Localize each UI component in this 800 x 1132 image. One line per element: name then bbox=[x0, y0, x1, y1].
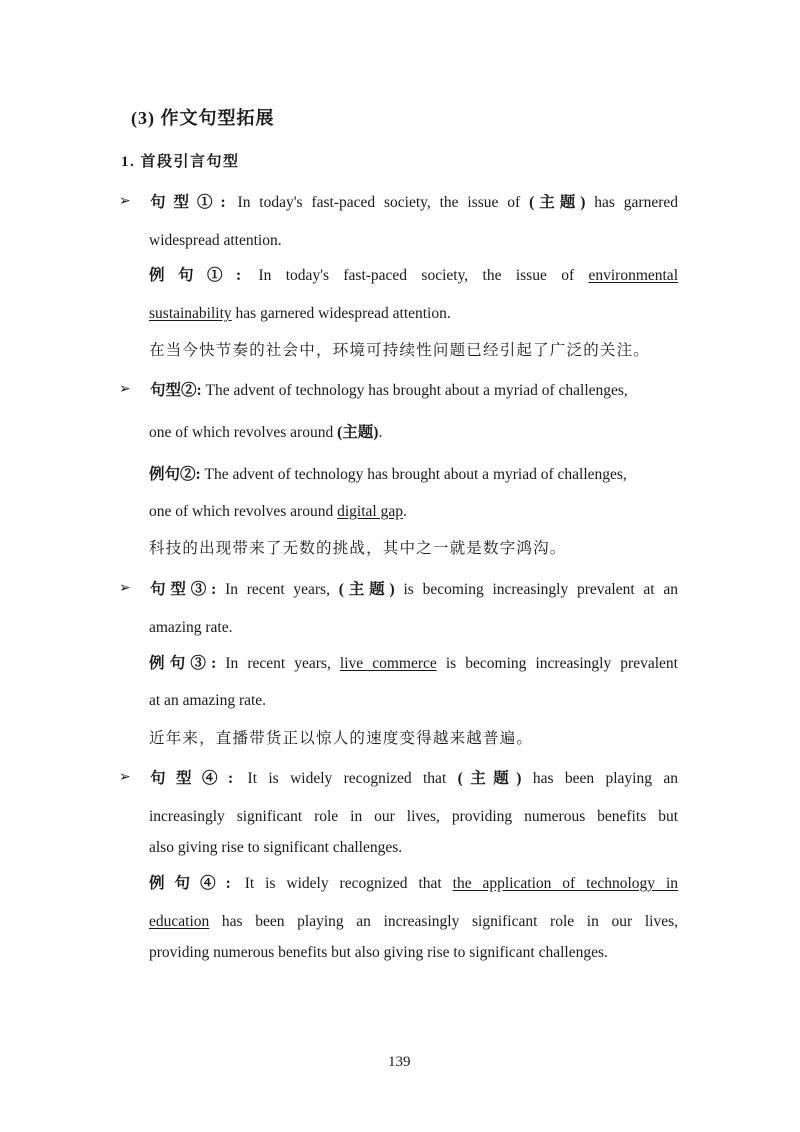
pattern-4-line-3: also giving rise to significant challenges. bbox=[149, 839, 403, 856]
pattern-2-label: 句型②: bbox=[150, 382, 202, 399]
example-topic: education bbox=[149, 913, 210, 930]
example-topic: sustainability bbox=[149, 305, 232, 322]
example-1-translation: 在当今快节奏的社会中，环境可持续性问题已经引起了广泛的关注。 bbox=[149, 342, 651, 359]
bullet-arrow-icon: ➢ bbox=[119, 194, 131, 209]
topic-placeholder: (主题) bbox=[338, 581, 395, 598]
pattern-1-label: 句型①: bbox=[150, 194, 229, 211]
example-3-translation: 近年来，直播带货正以惊人的速度变得越来越普遍。 bbox=[149, 730, 534, 747]
example-3-label: 例句③: bbox=[149, 655, 217, 672]
example-1-line-1: 例句①: In today's fast-paced society, the issue of environmental bbox=[149, 267, 678, 284]
pattern-2-line-1: 句型②: The advent of technology has brought about a myriad of challenges, bbox=[150, 382, 628, 399]
pattern-3-line-1: 句型③: In recent years, (主题) is becoming increasingly prevalent at an bbox=[150, 581, 678, 598]
pattern-1-line-1: 句型①: In today's fast-paced society, the issue of (主题) has garnered bbox=[150, 194, 679, 211]
bullet-arrow-icon: ➢ bbox=[119, 382, 131, 397]
example-3-line-2: at an amazing rate. bbox=[149, 692, 267, 709]
example-4-line-3: providing numerous benefits but also giving rise to significant challenges. bbox=[149, 944, 608, 961]
example-4-label: 例句④: bbox=[149, 875, 234, 892]
example-topic: digital gap bbox=[337, 503, 403, 520]
topic-placeholder: (主题) bbox=[337, 424, 379, 441]
example-2-line-1: 例句②: The advent of technology has brought about a myriad of challenges, bbox=[149, 466, 627, 483]
pattern-4-line-2: increasingly significant role in our lives, providing numerous benefits but bbox=[149, 808, 678, 825]
subsection-title: 1. 首段引言句型 bbox=[121, 154, 240, 170]
topic-placeholder: (主题) bbox=[457, 770, 522, 787]
bullet-arrow-icon: ➢ bbox=[119, 581, 131, 596]
pattern-3-label: 句型③: bbox=[150, 581, 217, 598]
page-number: 139 bbox=[388, 1054, 411, 1070]
example-1-line-2: sustainability has garnered widespread attention. bbox=[149, 305, 451, 322]
topic-placeholder: (主题) bbox=[529, 194, 586, 211]
example-topic: environmental bbox=[588, 267, 678, 284]
example-1-label: 例句①: bbox=[149, 267, 245, 284]
pattern-1-line-2: widespread attention. bbox=[149, 232, 282, 249]
bullet-arrow-icon: ➢ bbox=[119, 770, 131, 785]
example-topic: live commerce bbox=[339, 655, 437, 672]
pattern-4-line-1: 句型④: It is widely recognized that (主题) has been playing an bbox=[150, 770, 678, 787]
example-2-line-2: one of which revolves around digital gap. bbox=[149, 503, 407, 520]
example-4-line-2: education has been playing an increasingly significant role in our lives, bbox=[149, 913, 678, 930]
pattern-2-line-2: one of which revolves around (主题). bbox=[149, 424, 383, 441]
example-topic: the application of technology in bbox=[452, 875, 678, 892]
example-2-label: 例句②: bbox=[149, 466, 201, 483]
example-4-line-1: 例句④: It is widely recognized that the application of technology in bbox=[149, 875, 678, 892]
pattern-4-label: 句型④: bbox=[150, 770, 237, 787]
example-2-translation: 科技的出现带来了无数的挑战，其中之一就是数字鸿沟。 bbox=[149, 540, 567, 557]
pattern-3-line-2: amazing rate. bbox=[149, 619, 233, 636]
example-3-line-1: 例句③: In recent years, live commerce is becoming increasingly prevalent bbox=[149, 655, 678, 672]
section-title: (3) 作文句型拓展 bbox=[131, 108, 275, 128]
